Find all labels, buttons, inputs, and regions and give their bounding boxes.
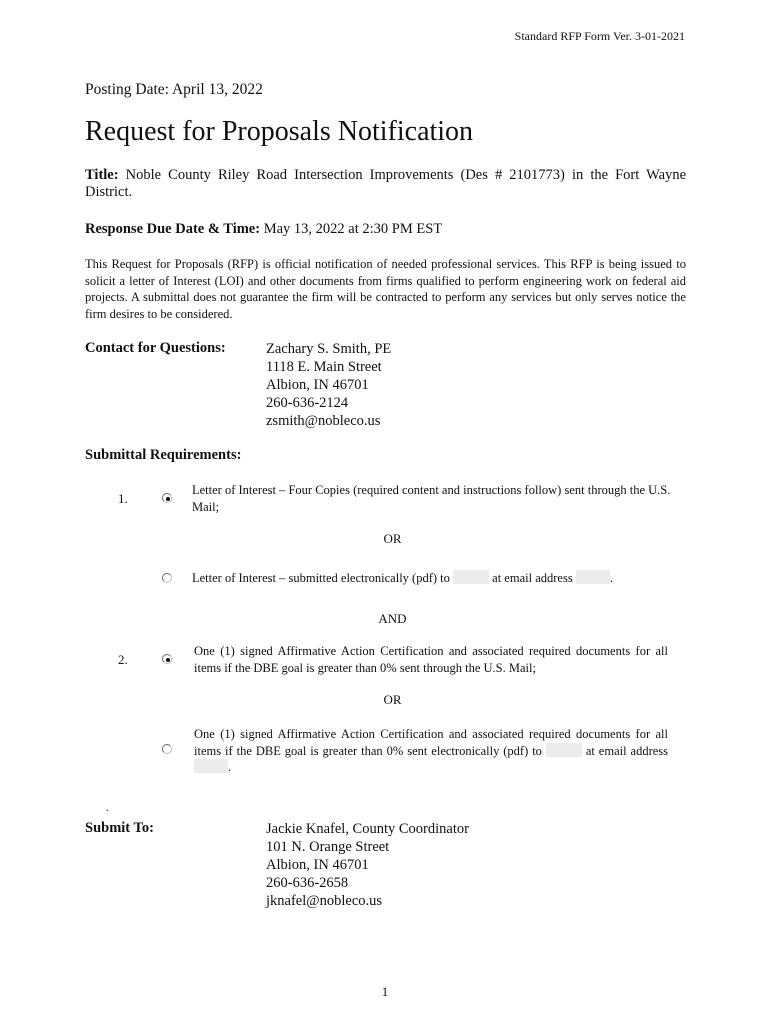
page-title: Request for Proposals Notification [85, 116, 474, 147]
submit-to-label: Submit To: [85, 820, 154, 836]
intro-paragraph: This Request for Proposals (RFP) is official notification of needed professional services. This RFP is being issued to solicit a letter of Interest (LOI) and other documents from firms qualified to perform engineering work on federal aid projects. A submittal does not guarantee the firm will be contracted to perform any services but only serves notice the firm desires to be considered. [85, 257, 686, 321]
contact-address [266, 340, 391, 430]
item-2-electronic-text: One (1) signed Affirmative Action Certification and associated required documents for all items if the DBE goal is greater than 0% sent electronically (pdf) to [194, 727, 668, 758]
submit-to-phone[interactable]: 260-636-2658 [266, 875, 349, 891]
item-2-period: . [228, 760, 232, 774]
due-text: May 13, 2022 at 2:30 PM EST [263, 221, 443, 237]
or-separator-2: OR [383, 692, 402, 707]
item-2-mail-option: One (1) signed Affirmative Action Certification and associated required documents for all items if the DBE goal is greater than 0% sent through the U.S. Mail; [194, 644, 668, 675]
stray-mark: . [106, 800, 109, 814]
item-2-email-label: at email address [585, 743, 669, 758]
project-title [85, 167, 686, 201]
item-1-electronic-option [192, 570, 613, 587]
submit-to-email[interactable]: jknafel@nobleco.us [266, 893, 383, 909]
due-label: Response Due Date & Time: [85, 221, 261, 237]
item-1-email-field[interactable] [576, 570, 610, 584]
item-1-electronic-text: Letter of Interest – submitted electronically (pdf) to [192, 571, 450, 585]
contact-street: 1118 E. Main Street [266, 359, 382, 375]
item-1-recipient-field[interactable] [453, 570, 489, 584]
contact-city: Albion, IN 46701 [266, 377, 369, 393]
or-separator-1: OR [383, 531, 402, 546]
contact-name: Zachary S. Smith, PE [266, 341, 392, 357]
submit-to-city: Albion, IN 46701 [266, 857, 369, 873]
response-due [85, 221, 442, 238]
item-2-number: 2. [118, 652, 128, 667]
item-1-number: 1. [118, 491, 128, 506]
item-1-mail-option: Letter of Interest – Four Copies (required content and instructions follow) sent through the U.S. Mail; [192, 483, 671, 514]
and-separator: AND [378, 611, 407, 626]
submit-to-address [266, 820, 469, 910]
submit-to-name: Jackie Knafel, County Coordinator [266, 821, 469, 837]
contact-label: Contact for Questions: [85, 340, 226, 356]
item-1-period: . [609, 571, 613, 585]
submittal-label: Submittal Requirements: [85, 447, 242, 463]
title-label: Title: [85, 167, 119, 183]
contact-phone[interactable]: 260-636-2124 [266, 395, 349, 411]
item-2-electronic-option [194, 726, 668, 776]
form-version-header: Standard RFP Form Ver. 3-01-2021 [514, 29, 685, 43]
title-text: Noble County Riley Road Intersection Improvements (Des # 2101773) in the Fort Wayne District. [85, 167, 687, 200]
item-1-electronic-radio[interactable] [162, 573, 172, 583]
item-1-email-label: at email address [492, 571, 573, 585]
item-2-email-field[interactable] [194, 759, 228, 773]
contact-email[interactable]: zsmith@nobleco.us [266, 413, 381, 429]
posting-date: Posting Date: April 13, 2022 [85, 81, 263, 98]
submit-to-street: 101 N. Orange Street [266, 839, 390, 855]
page-number: 1 [381, 984, 389, 999]
item-2-electronic-radio[interactable] [162, 744, 172, 754]
item-1-mail-radio[interactable] [162, 493, 172, 503]
item-2-mail-radio[interactable] [162, 654, 172, 664]
item-2-recipient-field[interactable] [546, 743, 582, 757]
